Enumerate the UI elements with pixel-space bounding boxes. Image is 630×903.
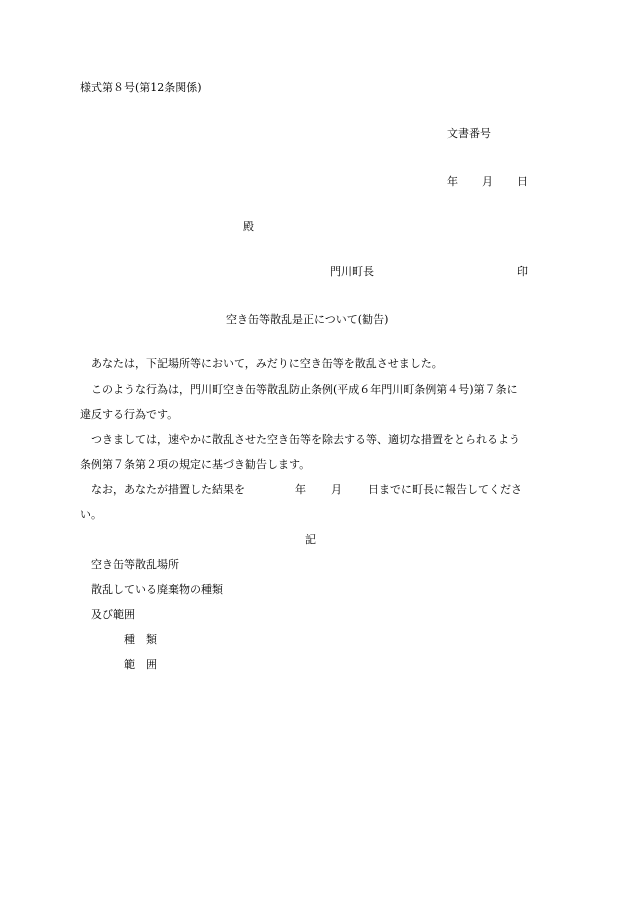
item-location: 空き缶等散乱場所 <box>91 558 179 571</box>
item-waste-kinds-line-1: 散乱している廃棄物の種類 <box>91 583 223 596</box>
item-kind-label: 種 類 <box>124 633 157 646</box>
item-waste-kinds-line-2: 及び範囲 <box>91 608 135 621</box>
paragraph-4-end: 日までに町長に報告してくださ <box>368 483 522 496</box>
paragraph-4-year: 年 <box>295 483 306 496</box>
seal-mark: 印 <box>517 265 528 278</box>
paragraph-4-line-2: い。 <box>80 508 102 521</box>
date-year-label: 年 <box>447 175 458 188</box>
paragraph-4-start: なお，あなたが措置した結果を <box>91 483 245 496</box>
document-title: 空き缶等散乱是正について(勧告) <box>226 313 389 326</box>
date-day-label: 日 <box>517 175 528 188</box>
paragraph-3-line-1: つきましては，速やかに散乱させた空き缶等を除去する等、適切な措置をとられるよう <box>91 433 520 446</box>
paragraph-1: あなたは，下記場所等において，みだりに空き缶等を散乱させました。 <box>91 357 443 370</box>
paragraph-2-line-1: このような行為は，門川町空き缶等散乱防止条例(平成６年門川町条例第４号)第７条に <box>91 383 518 396</box>
paragraph-3-line-2: 条例第７条第２項の規定に基づき勧告します。 <box>80 458 311 471</box>
form-header: 様式第８号(第12条関係) <box>80 81 202 94</box>
document-number-label: 文書番号 <box>447 127 491 140</box>
date-month-label: 月 <box>482 175 493 188</box>
addressee-suffix: 殿 <box>243 220 254 233</box>
item-range-label: 範 囲 <box>124 658 157 671</box>
paragraph-4-month: 月 <box>331 483 342 496</box>
sender-name: 門川町長 <box>330 265 374 278</box>
record-mark: 記 <box>305 533 316 546</box>
paragraph-2-line-2: 違反する行為です。 <box>80 408 179 421</box>
